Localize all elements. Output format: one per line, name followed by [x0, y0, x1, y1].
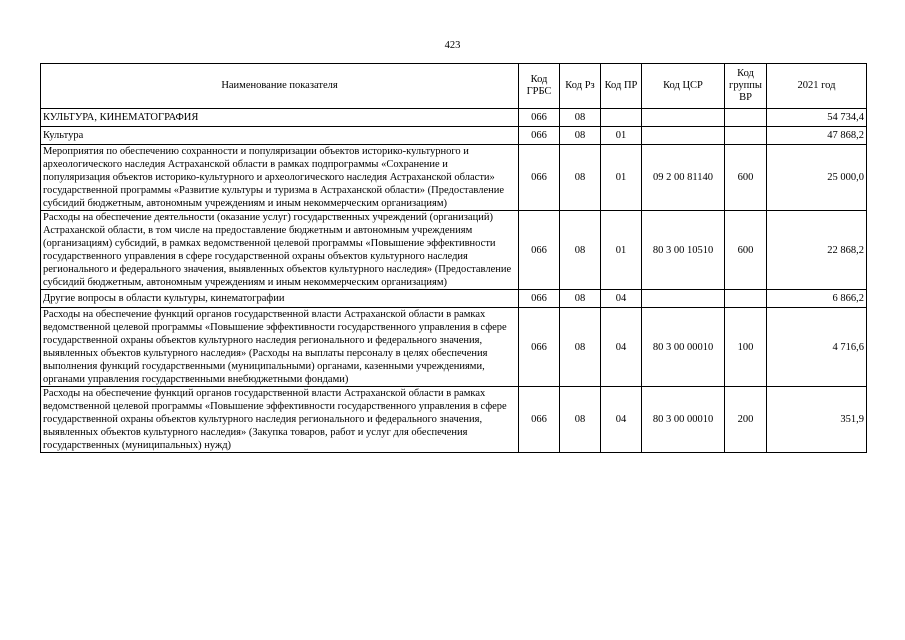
row-vr: 600	[725, 145, 767, 211]
row-vr	[725, 127, 767, 145]
row-name: Расходы на обеспечение функций органов государственной власти Астраханской области в рамках ведомственной целевой программы «Повышение эффективности государственного управления в сфере государственной охраны объектов культурного наследия регионального и федерального значения, выявленных объектов культурного наследия» (Закупка товаров, работ и услуг для обеспечения государственных (муниципальных) нужд)	[41, 387, 519, 453]
row-csr	[642, 127, 725, 145]
row-name: КУЛЬТУРА, КИНЕМАТОГРАФИЯ	[41, 109, 519, 127]
header-grbs: Код ГРБС	[519, 64, 560, 109]
row-rz: 08	[560, 145, 601, 211]
table-row	[41, 290, 867, 308]
row-amount: 54 734,4	[767, 109, 867, 127]
row-name: Культура	[41, 127, 519, 145]
table-header-row	[41, 64, 867, 109]
row-name: Другие вопросы в области культуры, кинематографии	[41, 290, 519, 308]
row-vr	[725, 290, 767, 308]
row-name: Расходы на обеспечение деятельности (оказание услуг) государственных учреждений (организаций) Астраханской области, в том числе на предоставление бюджетным и автономным учреждениям (организациям) субсидий, в рамках ведомственной целевой программы «Повышение эффективности государственного управления в сфере государственной охраны объектов культурного наследия регионального и федерального значения, выявленных объектов культурного наследия» (Предоставление субсидий бюджетным, автономным учреждениям и иным некоммерческим организациям)	[41, 211, 519, 290]
row-amount: 351,9	[767, 387, 867, 453]
row-grbs: 066	[519, 211, 560, 290]
table-row	[41, 109, 867, 127]
header-year: 2021 год	[767, 64, 867, 109]
header-csr: Код ЦСР	[642, 64, 725, 109]
budget-table	[40, 63, 867, 453]
row-rz: 08	[560, 109, 601, 127]
header-pr: Код ПР	[601, 64, 642, 109]
row-pr: 04	[601, 308, 642, 387]
row-csr: 09 2 00 81140	[642, 145, 725, 211]
row-vr: 100	[725, 308, 767, 387]
row-name: Мероприятия по обеспечению сохранности и популяризации объектов историко-культурного и археологического наследия Астраханской области в рамках подпрограммы «Сохранение и популяризация объектов историко-культурного и археологического наследия Астраханской области» государственной программы «Развитие культуры и туризма в Астраханской области» (Предоставление субсидий бюджетным, автономным учреждениям и иным некоммерческим организациям)	[41, 145, 519, 211]
row-vr: 600	[725, 211, 767, 290]
row-csr: 80 3 00 00010	[642, 387, 725, 453]
row-grbs: 066	[519, 290, 560, 308]
row-grbs: 066	[519, 127, 560, 145]
row-name: Расходы на обеспечение функций органов государственной власти Астраханской области в рамках ведомственной целевой программы «Повышение эффективности государственного управления в сфере государственной охраны объектов культурного наследия регионального и федерального значения, выявленных объектов культурного наследия» (Расходы на выплаты персоналу в целях обеспечения выполнения функций государственными (муниципальными) органами, казенными учреждениями, органами управления государственными внебюджетными фондами)	[41, 308, 519, 387]
row-pr: 01	[601, 211, 642, 290]
row-amount: 22 868,2	[767, 211, 867, 290]
row-pr: 01	[601, 145, 642, 211]
row-vr	[725, 109, 767, 127]
row-rz: 08	[560, 387, 601, 453]
row-csr	[642, 290, 725, 308]
table-row	[41, 211, 867, 290]
header-rz: Код Рз	[560, 64, 601, 109]
row-rz: 08	[560, 211, 601, 290]
row-amount: 25 000,0	[767, 145, 867, 211]
row-amount: 47 868,2	[767, 127, 867, 145]
row-pr: 01	[601, 127, 642, 145]
row-grbs: 066	[519, 145, 560, 211]
table-row	[41, 387, 867, 453]
row-csr: 80 3 00 10510	[642, 211, 725, 290]
row-csr: 80 3 00 00010	[642, 308, 725, 387]
row-amount: 6 866,2	[767, 290, 867, 308]
row-vr: 200	[725, 387, 767, 453]
row-rz: 08	[560, 127, 601, 145]
row-amount: 4 716,6	[767, 308, 867, 387]
table-row	[41, 127, 867, 145]
row-pr	[601, 109, 642, 127]
header-vr: Код группы ВР	[725, 64, 767, 109]
row-csr	[642, 109, 725, 127]
page-number: 423	[444, 40, 461, 51]
row-rz: 08	[560, 290, 601, 308]
table-row	[41, 145, 867, 211]
row-grbs: 066	[519, 387, 560, 453]
row-pr: 04	[601, 290, 642, 308]
row-rz: 08	[560, 308, 601, 387]
row-pr: 04	[601, 387, 642, 453]
row-grbs: 066	[519, 308, 560, 387]
table-row	[41, 308, 867, 387]
header-name: Наименование показателя	[41, 64, 519, 109]
row-grbs: 066	[519, 109, 560, 127]
